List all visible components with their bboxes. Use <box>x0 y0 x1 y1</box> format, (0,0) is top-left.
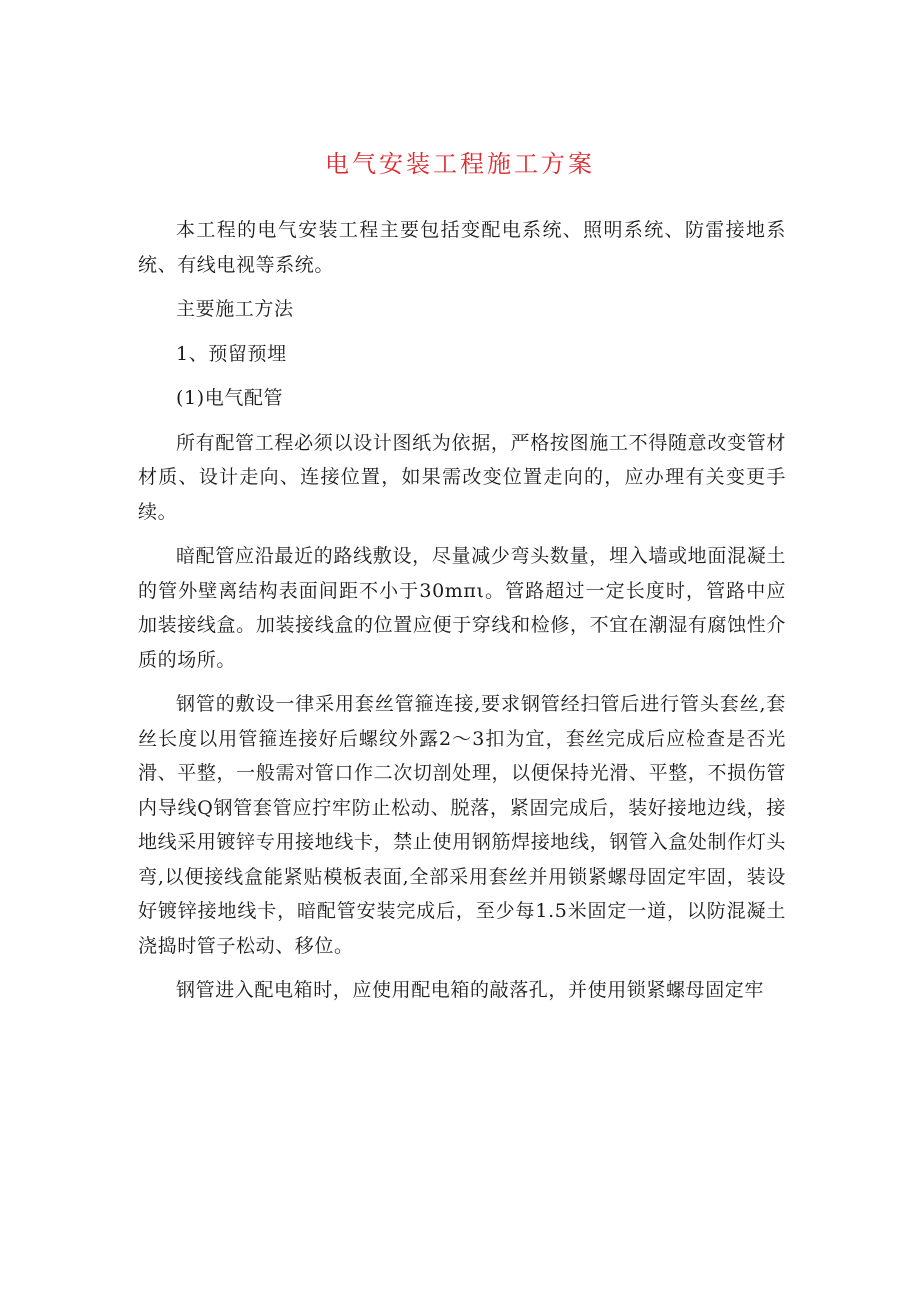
document-title: 电气安装工程施工方案 <box>325 150 595 178</box>
paragraph-concealed-conduit: 暗配管应沿最近的路线敷设，尽量减少弯头数量，埋入墙或地面混凝土的管外壁离结构表面间距不小于30mπι。管路超过一定长度时，管路中应加装接线盒。加装接线盒的位置应便于穿线和检修，不宜在潮湿有腐蚀性介质的场所。 <box>138 545 786 671</box>
section-heading-main-methods: 主要施工方法 <box>176 298 294 320</box>
subsection-heading-conduit: (1)电气配管 <box>176 387 284 409</box>
document-body <box>138 213 786 1008</box>
paragraph-scope: 本工程的电气安装工程主要包括变配电系统、照明系统、防雷接地系统、有线电视等系统。 <box>138 219 786 276</box>
paragraph-distribution-box: 钢管进入配电箱时，应使用配电箱的敲落孔，并使用锁紧螺母固定牢 <box>176 979 765 1001</box>
paragraph-steel-pipe-laying: 钢管的敷设一律采用套丝管箍连接,要求钢管经扫管后进行管头套丝,套丝长度以用管箍连接好后螺纹外露2～3扣为宜，套丝完成后应检查是否光滑、平整，一般需对管口作二次切剖处理，以便保持光滑、平整，不损伤管内导线Q钢管套管应拧牢防止松动、脱落，紧固完成后，装好接地边线，接地线采用镀锌专用接地线卡，禁止使用钢筋焊接地线，钢管入盒处制作灯头弯,以便接线盒能紧贴模板表面,全部采用套丝并用锁紧螺母固定牢固，装设好镀锌接地线卡，暗配管安装完成后，至少每1.5米固定一道，以防混凝土浇捣时管子松动、移位。 <box>138 693 786 957</box>
paragraph-conduit-design: 所有配管工程必须以设计图纸为依据，严格按图施工不得随意改变管材材质、设计走向、连接位置，如果需改变位置走向的，应办理有关变更手续。 <box>138 431 786 523</box>
subsection-heading-embedding: 1、预留预埋 <box>176 342 287 365</box>
